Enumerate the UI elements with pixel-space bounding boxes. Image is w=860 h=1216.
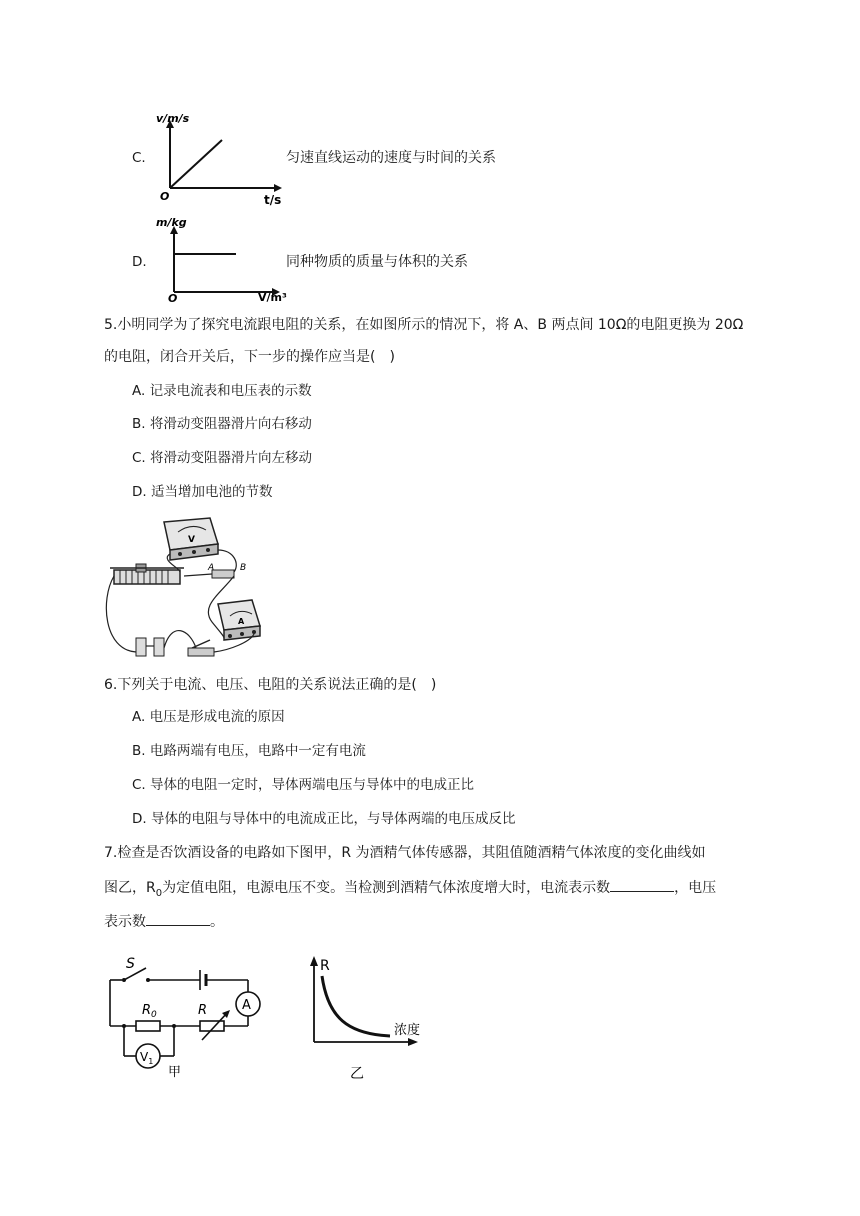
q7-resistance-concentration-graph: [300, 948, 430, 1084]
curve-caption: 乙: [350, 1066, 364, 1082]
q7-line3-a: 表示数: [104, 914, 146, 930]
r0-resistor: [136, 1021, 160, 1031]
q5-stem-line1: 5.小明同学为了探究电流跟电阻的关系，在如图所示的情况下，将 A、B 两点间 10Ω的电阻更换为 20Ω: [104, 317, 744, 333]
option-d-text: 同种物质的质量与体积的关系: [286, 254, 468, 270]
q6-option-a: A. 电压是形成电流的原因: [132, 709, 285, 725]
resistor-ab: [207, 563, 246, 578]
velocity-time-graph: [150, 108, 290, 208]
circuit-caption: 甲: [168, 1065, 182, 1080]
q7-stem-line2: [104, 877, 716, 904]
voltmeter-label: V: [188, 535, 195, 545]
q7-circuit-diagram: [100, 950, 280, 1080]
graph-d-origin: O: [168, 292, 178, 304]
q7-line2-b: 为定值电阻，电源电压不变。当检测到酒精气体浓度增大时，电流表示数: [162, 880, 611, 896]
graph-d-xlabel: V/m³: [258, 291, 287, 304]
graph-d-ylabel: m/kg: [156, 216, 187, 229]
option-d-letter: D.: [132, 254, 147, 270]
graph-c-xlabel: t/s: [264, 193, 282, 207]
answer-blank-current[interactable]: [610, 877, 674, 892]
q5-option-a: A. 记录电流表和电压表的示数: [132, 383, 312, 399]
voltmeter-symbol-label: $V_1$: [140, 1050, 154, 1066]
q7-stem-line1: 7.检查是否饮酒设备的电路如下图甲，R 为酒精气体传感器，其阻值随酒精气体浓度的变化曲线如: [104, 845, 706, 861]
option-c-letter: C.: [132, 150, 146, 166]
r0-label: $R_0$: [142, 1003, 157, 1020]
q5-circuit-figure: [100, 510, 270, 666]
q7-stem-line3: [104, 911, 224, 932]
curve-ylabel: R: [320, 958, 330, 974]
graph-c-origin: O: [160, 190, 170, 203]
voltmeter-device: [164, 518, 218, 560]
r-label: R: [198, 1003, 208, 1018]
q7-line2-a: 图乙，R: [104, 880, 156, 896]
battery-pair: [136, 638, 164, 656]
q6-option-d: D. 导体的电阻与导体中的电流成正比，与导体两端的电压成反比: [132, 811, 516, 827]
q5-option-c: C. 将滑动变阻器滑片向左移动: [132, 450, 313, 466]
q5-option-d: D. 适当增加电池的节数: [132, 484, 273, 500]
q7-line3-b: 。: [210, 914, 224, 930]
answer-blank-voltage[interactable]: [146, 911, 210, 926]
option-c-text: 匀速直线运动的速度与时间的关系: [286, 150, 496, 166]
point-b-label: B: [240, 563, 247, 573]
mass-volume-graph: [150, 212, 290, 304]
q7-line2-c: ，电压: [674, 880, 717, 896]
point-a-label: A: [208, 563, 215, 573]
q5-stem-line2: 的电阻，闭合开关后，下一步的操作应当是( ): [104, 349, 395, 365]
switch-label: S: [126, 956, 135, 972]
q5-option-b: B. 将滑动变阻器滑片向右移动: [132, 416, 312, 432]
resistance-curve: [322, 976, 390, 1036]
rheostat: [110, 564, 184, 584]
ammeter-symbol-label: A: [242, 998, 251, 1013]
q6-option-b: B. 电路两端有电压，电路中一定有电流: [132, 743, 366, 759]
graph-c-ylabel: v/m/s: [156, 112, 190, 125]
curve-xlabel: 浓度: [394, 1023, 421, 1038]
q7-line2-sub: 0: [155, 887, 163, 899]
q6-option-c: C. 导体的电阻一定时，导体两端电压与导体中的电成正比: [132, 777, 475, 793]
ammeter-label: A: [238, 617, 245, 626]
q6-stem: 6.下列关于电流、电压、电阻的关系说法正确的是( ): [104, 677, 437, 693]
switch: [188, 640, 214, 656]
